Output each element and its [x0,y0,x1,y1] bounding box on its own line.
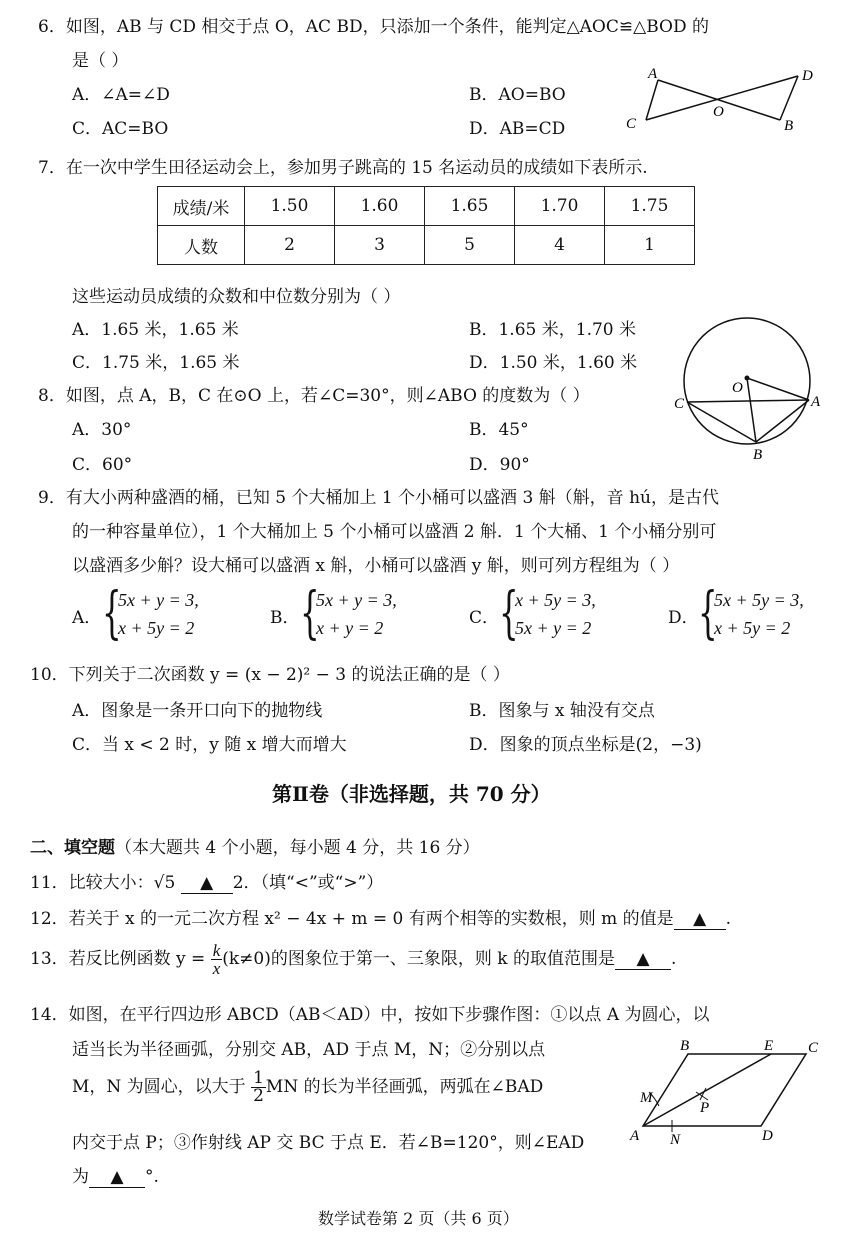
q8-fig-label-a: A [811,394,821,410]
q9-option-d-system [696,581,826,648]
table-cell: 2 [245,226,335,265]
brace-icon: { [300,581,320,646]
fraction-numerator: k [212,941,221,960]
q14-line3 [72,1070,543,1105]
q12-text-pre: 12．若关于 x 的一元二次方程 x² − 4x + m = 0 有两个相等的实数根，则 m 的值是 [30,909,674,929]
q14-line5-post: °. [145,1167,159,1187]
answer-blank[interactable]: ▲ [615,949,671,970]
q13-text-pre: 13．若反比例函数 y = [30,949,206,969]
table-cell: 3 [335,226,425,265]
q11 [30,868,383,894]
q6-option-b: B．AO=BO [469,85,566,105]
q9-option-c-system [497,581,617,648]
q6-stem-line2: 是（ ） [72,51,129,71]
answer-blank[interactable]: ▲ [89,1167,145,1188]
brace-icon: { [102,581,122,646]
q8-option-b: B．45° [469,420,529,440]
q14-fig-label-d: D [762,1128,773,1144]
fraction-denominator: x [212,959,221,978]
q13 [30,942,676,977]
q14-line3-pre: M，N 为圆心，以大于 [72,1077,246,1097]
q12-text-post: . [725,909,732,929]
q7-option-d: D．1.50 米，1.60 米 [469,353,638,373]
q14-fig-label-c: C [808,1040,819,1056]
table-cell: 成绩/米 [158,187,245,226]
q10-option-d: D．图象的顶点坐标是(2，−3) [469,735,702,755]
table-row [158,226,695,265]
part-heading [30,833,480,858]
q7-option-c: C．1.75 米，1.65 米 [72,353,240,373]
table-cell: 5 [425,226,515,265]
q7-option-b: B．1.65 米，1.70 米 [469,320,637,340]
table-cell: 人数 [158,226,245,265]
q14-line5-pre: 为 [72,1167,89,1187]
equation: 5x + y = 3, [316,590,397,610]
equation: x + 5y = 2 [118,618,195,638]
q7-stem: 7．在一次中学生田径运动会上，参加男子跳高的 15 名运动员的成绩如下表所示. [38,158,648,178]
q14-parallelogram-figure [628,1034,828,1150]
equation: x + y = 2 [316,618,384,638]
q8-option-d: D．90° [469,455,530,475]
q14-fig-label-m: M [640,1090,653,1106]
q7-question: 这些运动员成绩的众数和中位数分别为（ ） [72,287,401,307]
q9-option-b-label: B． [270,608,300,628]
table-cell: 1.65 [425,187,515,226]
equation: x + 5y = 2 [714,618,791,638]
equation: 5x + y = 3, [118,590,199,610]
fraction-denominator: 2 [253,1086,264,1106]
part-title: 二、填空题 [30,838,115,858]
q6-option-a: A．∠A=∠D [72,85,170,105]
table-cell: 1.60 [335,187,425,226]
q6-fig-label-d: D [802,68,813,84]
table-cell: 1.75 [605,187,695,226]
q9-option-d-label: D． [668,608,699,628]
q6-figure [618,64,828,136]
q9-line1: 9．有大小两种盛酒的桶，已知 5 个大桶加上 1 个小桶可以盛酒 3 斛（斛，音 hú，是古代 [38,488,719,508]
table-cell: 1.70 [515,187,605,226]
q14-line1: 14．如图，在平行四边形 ABCD（AB＜AD）中，按如下步骤作图：①以点 A 为圆心，以 [30,1005,710,1025]
answer-blank[interactable]: ▲ [181,873,233,894]
equation: 5x + 5y = 3, [714,590,804,610]
q14-fig-label-b: B [680,1038,690,1054]
q6-option-d: D．AB=CD [469,119,566,139]
q6-fig-label-b: B [784,118,794,134]
q14-fig-label-e: E [764,1038,774,1054]
q14-line5 [72,1162,159,1188]
q6-fig-label-a: A [648,66,658,82]
q9-option-b-system [298,581,418,648]
q11-text-pre: 11．比较大小：√5 [30,873,181,893]
q14-fig-label-a: A [630,1128,640,1144]
q10-option-b: B．图象与 x 轴没有交点 [469,701,655,721]
brace-icon: { [499,581,519,646]
q9-option-a-system [100,581,220,648]
answer-blank[interactable]: ▲ [674,909,726,930]
q8-circle-figure [670,308,830,468]
brace-icon: { [698,581,718,646]
q12 [30,904,731,930]
q10-stem: 10．下列关于二次函数 y = (x − 2)² − 3 的说法正确的是（ ） [30,665,510,685]
q8-fig-label-b: B [753,447,763,463]
q14-fraction [251,1070,266,1105]
q8-option-c: C．60° [72,455,133,475]
q6-fig-label-o: O [713,104,724,120]
q11-text-post: 2．（填“<”或“>”） [232,873,384,893]
q14-line2: 适当长为半径画弧，分别交 AB，AD 于点 M，N；②分别以点 [72,1040,546,1060]
q14-line3-post: MN 的长为半径画弧，两弧在∠BAD [265,1077,544,1097]
q13-fraction [211,942,223,977]
q14-fig-label-p: P [700,1100,710,1116]
q9-option-a-label: A． [72,608,102,628]
q14-fig-label-n: N [670,1132,681,1148]
fraction-numerator: 1 [253,1068,264,1088]
q7-option-a: A．1.65 米，1.65 米 [72,320,239,340]
part-note: （本大题共 4 个小题，每小题 4 分，共 16 分） [115,838,480,858]
page-footer: 数学试卷第 2 页（共 6 页） [318,1209,519,1228]
q8-option-a: A．30° [72,420,132,440]
q8-fig-label-c: C [674,396,685,412]
q8-fig-label-o: O [732,380,743,396]
q9-option-c-label: C． [469,608,500,628]
q6-stem-line1: 6．如图，AB 与 CD 相交于点 O，AC BD，只添加一个条件，能判定△AOC≌△BOD 的 [38,17,709,37]
table-row [158,187,695,226]
q14-line4: 内交于点 P；③作射线 AP 交 BC 于点 E．若∠B=120°，则∠EAD [72,1133,585,1153]
q6-option-c: C．AC=BO [72,119,169,139]
table-cell: 1 [605,226,695,265]
table-cell: 1.50 [245,187,335,226]
q7-score-table [157,186,695,265]
section-title: 第Ⅱ卷（非选择题，共 70 分） [272,782,551,806]
equation: x + 5y = 3, [515,590,596,610]
q9-line2: 的一种容量单位），1 个大桶加上 5 个小桶可以盛酒 2 斛．1 个大桶、1 个小桶分别可 [72,522,717,542]
equation: 5x + y = 2 [515,618,592,638]
q8-stem: 8．如图，点 A，B，C 在⊙O 上，若∠C=30°，则∠ABO 的度数为（ ） [38,386,590,406]
q10-option-c: C．当 x < 2 时，y 随 x 增大而增大 [72,735,347,755]
q10-option-a: A．图象是一条开口向下的抛物线 [72,701,323,721]
q6-fig-label-c: C [626,116,637,132]
q13-text-post: . [670,949,677,969]
q13-text-mid: (k≠0)的图象位于第一、三象限，则 k 的取值范围是 [222,949,615,969]
q9-line3: 以盛酒多少斛？设大桶可以盛酒 x 斛，小桶可以盛酒 y 斛，则可列方程组为（ ） [72,556,680,576]
table-cell: 4 [515,226,605,265]
